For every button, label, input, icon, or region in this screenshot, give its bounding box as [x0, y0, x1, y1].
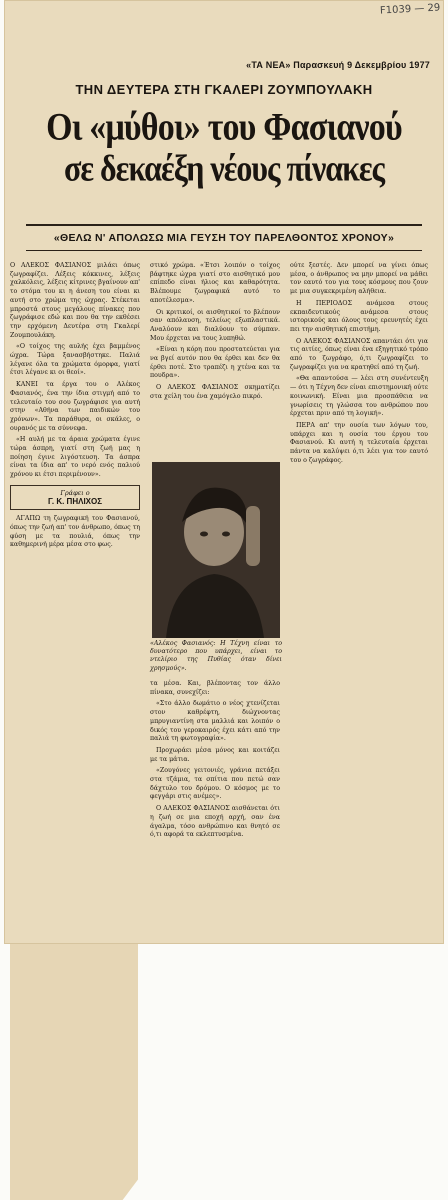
byline-name: Γ. Κ. ΠΗΛΙΧΟΣ: [47, 496, 103, 506]
paragraph: «Ζουγόνες γειτονιές, γράνια πετάξει στα τζάμια, τα σπίτια που πετώ σαν δάχτυλο του δρόμου. Ο κόσμος με το φεγγάρι στις ανέμες».: [150, 767, 280, 801]
portrait-photo: [152, 462, 280, 638]
dateline: «ΤΑ ΝΕΑ» Παρασκευή 9 Δεκεμβρίου 1977: [246, 60, 430, 70]
paragraph: Η ΠΕΡΙΟΔΟΣ ανάμεσα στους εκπαιδευτικούς ανάμεσα στους ιστορικούς και όλους τους ερευνητές έχει πει την αισθητική επιστήμη.: [290, 299, 428, 333]
portrait-photo-graphic: [152, 462, 280, 638]
paragraph: «Ο τοίχος της αυλής έχει βαμμένος ώχρα. Τώρα ξανασβήστηκε. Παλιά λέγανε όλα τα χρώματα όμορφα, γιατί έτσι λέγανε κι οι θεοί».: [10, 343, 140, 377]
byline: [10, 485, 140, 510]
subhead: ΤΗΝ ΔΕΥΤΕΡΑ ΣΤΗ ΓΚΑΛΕΡΙ ΖΟΥΜΠΟΥΛΑΚΗ: [75, 82, 373, 97]
paragraph: Οι κριτικοί, οι αισθητικοί το βλέπουν σαν απόλαυση, τελείως εξωπλαστικά. Αναλύουν και διαλύουν το σύμπαν. Μου έρχεται να τους λυπηθώ.: [150, 308, 280, 342]
paragraph: ΚΑΝΕΙ τα έργα του ο Αλέκος Φασιανός, ένα την ίδια στιγμή από το τελευταίο του σου ζωγράφισε για αυτή στην «Αθήνα των παιδικών του χρόνων». Τα παράθυρα, οι σκάλες, ο ουρανός με τα σύννεφα.: [10, 381, 140, 432]
paragraph: Ο ΑΛΕΚΟΣ ΦΑΣΙΑΝΟΣ σκηματίζει στα χείλη του ένα χαμόγελο πικρό.: [150, 384, 280, 400]
paragraph: «Στο άλλο δωμάτιο ο νέος χτενίζεται στον καθρέφτη, διώχνοντας μπρυγιαντίνη στα μαλλιά και λοιπόν ο δικός του γεροκαιρός έχει κάτι από την παλιά τη φωτογραφία».: [150, 700, 280, 743]
paragraph: Ο ΑΛΕΚΟΣ ΦΑΣΙΑΝΟΣ απαντάει ότι για τις αιτίες, όπως είναι ένα εξηγητικό τρόπο από το ζωγράφο, ό,τι ζωγραφίζει το ζωγραφίζει για να κρατηθεί από τη ζωή.: [290, 337, 428, 371]
photo-caption: «Αλέκος Φασιανός: Η Τέχνη είναι το δυνατότερο που υπάρχει, είναι το ντελίριο της Πυθίας όταν δίνει χρησμούς».: [150, 640, 282, 672]
pull-quote: «ΘΕΛΩ Ν' ΑΠΟΛΩΣΩ ΜΙΑ ΓΕΥΣΗ ΤΟΥ ΠΑΡΕΛΘΟΝΤΟΣ ΧΡΟΝΟΥ»: [53, 232, 395, 244]
paragraph: «Είναι η κόρη που προστατεύεται για να βγεί αυτόν που θα έρθει και δεν θα έρθει ποτέ. Στο τραπέζι η χτένα και τα πουδρα».: [150, 346, 280, 380]
paragraph: ΑΓΑΠΩ τη ζωγραφική του Φασιανού, όπως την ζωή απ' τον άνθρωπο, όπως τη φύση με τα πουλιά, όπως την καθημερινή μέρα μέσα στο φως.: [10, 515, 140, 549]
paragraph: Ο ΑΛΕΚΟΣ ΦΑΣΙΑΝΟΣ μιλάει όπως ζωγραφίζει. Λέξεις κόκκινες, λέξεις χαλκόλεις, λέξεις κίτρινες βγαίνουν απ' το στόμα του κι η άνεση του είναι κι αυτή στο χρώμα της ώχρας. Στέκεται μπροστά στους μεγάλους πίνακες που ζωγράφισε εδώ και που θα την εκθέσει την ερχόμενη Δευτέρα στη Γκαλερί Ζουμπουλάκη.: [10, 262, 140, 339]
paragraph: «Η αυλή με τα άραια χρώματα έγινε τώρα άσπρη, γιατί στη ζωή μας η ποίηση έγινε λιγόστευση. Τα άσπρα είναι τα ίδια απ' το νερό ενός παλιού χρόνου κι έτσι περιμένουν».: [10, 436, 140, 479]
blank-area: [138, 944, 448, 1200]
clipping-continuation: [10, 944, 138, 1200]
title-rule: [26, 224, 422, 226]
column-2-continued: [150, 680, 280, 843]
title-line-1: Οι «μύθοι» του Φασιανού: [46, 106, 402, 149]
paragraph: Ο ΑΛΕΚΟΣ ΦΑΣΙΑΝΟΣ αισθάνεται ότι η ζωή σε μια εποχή αρχή, σαν ένα άγαλμα, τόσο ανθρώπινο και θνητό σε ό,τι αφορά τα εκλεπτυσμένα.: [150, 805, 280, 839]
paragraph: Προχωράει μέσα μόνος και κοιτάζει με τα μάτια.: [150, 746, 280, 763]
title-line-2: σε δεκαέξη νέους πίνακες: [63, 147, 385, 189]
paragraph: τα μέσα. Και, βλέποντας τον άλλο πίνακα, συνεχίζει:: [150, 680, 280, 696]
paragraph: στικό χρώμα. «Έτσι λοιπόν ο τοίχος βάφτηκε ώχρα γιατί στο αισθητικό μου επίπεδο είναι ήλιος και καθαρότητα. Βλέπουμε ζωγραφικά αυτό το αποτέλεσμα».: [150, 262, 280, 304]
archive-mark: F1039 — 29: [379, 2, 441, 17]
column-1: [10, 262, 140, 553]
paragraph: «Θα απαντούσα — λέει στη συνέντευξη — ότι η Τέχνη δεν είναι επιστημονική ούτε κοινωνική. Είναι μια προσπάθεια να γνωρίσεις τη γλώσσα του ανθρώπου που έρχεται πριν από τη λογική».: [290, 375, 428, 418]
byline-written: Γράφει ο: [60, 488, 90, 497]
column-2: [150, 262, 280, 405]
column-3: [290, 262, 428, 468]
paragraph: ούτε ξεστές. Δεν μπορεί να γίνει όπως μέσα, ο άνθρωπος να μην μπορεί να μάθει τον εαυτό του για τους κόσμους που ζουν με μια συγκεκριμένη αλήθεια.: [290, 262, 428, 296]
paragraph: ΠΕΡΑ απ' την ουσία των λόγων του, υπάρχει και η ουσία του έργου του Φασιανού. Κι αυτή η τελευταία έρχεται πάντα να καλύψει ό,τι λέει για τον εαυτό του ο ζωγράφος.: [290, 421, 428, 464]
quote-rule: [26, 250, 422, 251]
